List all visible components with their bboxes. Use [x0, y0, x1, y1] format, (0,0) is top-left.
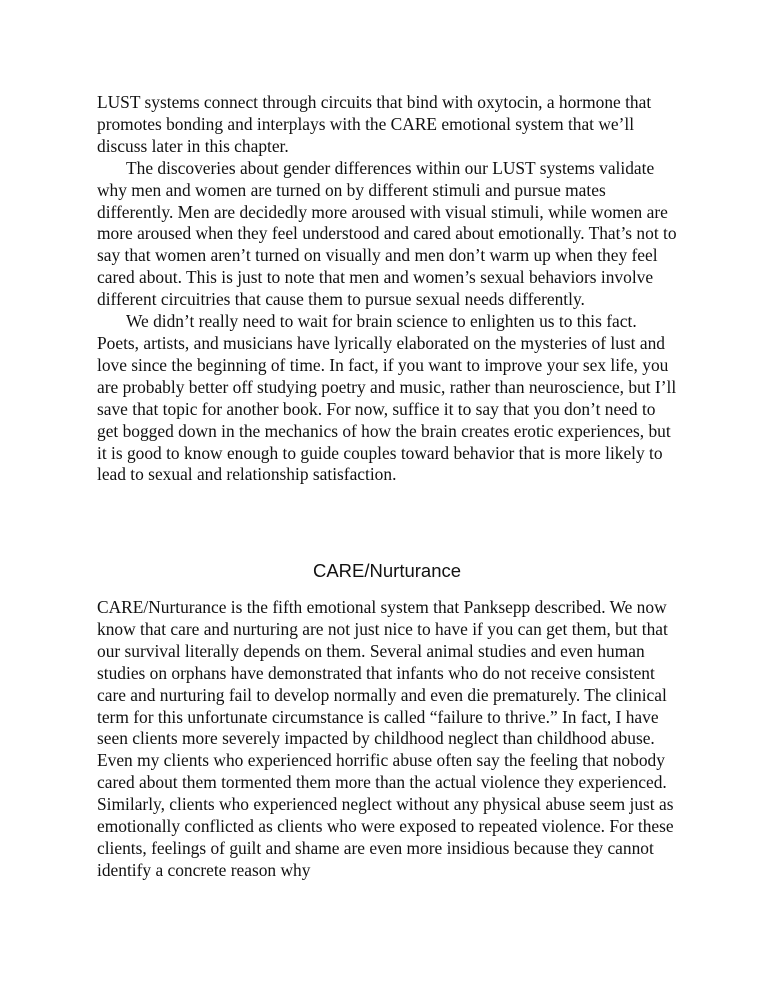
- section-heading: CARE/Nurturance: [312, 560, 462, 581]
- paragraph-continuation: LUST systems connect through circuits that bind with oxytocin, a hormone that promotes bonding and interplays with the CARE emotional system that we’ll discuss later in this chapter.: [97, 92, 652, 156]
- paragraph: CARE/Nurturance is the fifth emotional system that Panksepp described. We now know that care and nurturing are not just nice to have if you can get them, but that our survival literally depends on them. Several animal studies and even human studies on orphans have demonstrated that infants who do not receive consistent care and nurturing fail to develop normally and even die prematurely. The clinical term for this unfortunate circumstance is called “failure to thrive.” In fact, I have seen clients more severely impacted by childhood neglect than childhood abuse. Even my clients who experienced horrific abuse often say the feeling that nobody cared about them tormented them more than the actual violence they experienced. Similarly, clients who experienced neglect without any physical abuse seem just as emotionally conflicted as clients who were exposed to repeated violence. For these clients, feelings of guilt and shame are even more insidious because they cannot identify a concrete reason why: [97, 597, 674, 880]
- paragraph: The discoveries about gender differences within our LUST systems validate why men and women are turned on by different stimuli and pursue mates differently. Men are decidedly more aroused with visual stimuli, while women are more aroused when they feel understood and cared about emotionally. That’s not to say that women aren’t turned on visually and men don’t warm up when they feel cared about. This is just to note that men and women’s sexual behaviors involve different circuitries that cause them to pursue sexual needs differently.: [97, 157, 677, 310]
- paragraph: We didn’t really need to wait for brain science to enlighten us to this fact. Poets, artists, and musicians have lyrically elaborated on the mysteries of lust and love since the beginning of time. In fact, if you want to improve your sex life, you are probably better off studying poetry and music, rather than neuroscience, but I’ll save that topic for another book. For now, suffice it to say that you don’t need to get bogged down in the mechanics of how the brain creates erotic experiences, but it is good to know enough to guide couples toward behavior that is more likely to lead to sexual and relationship satisfaction.: [97, 311, 677, 485]
- text-block-lust: [97, 92, 677, 486]
- text-block-care: [97, 597, 677, 882]
